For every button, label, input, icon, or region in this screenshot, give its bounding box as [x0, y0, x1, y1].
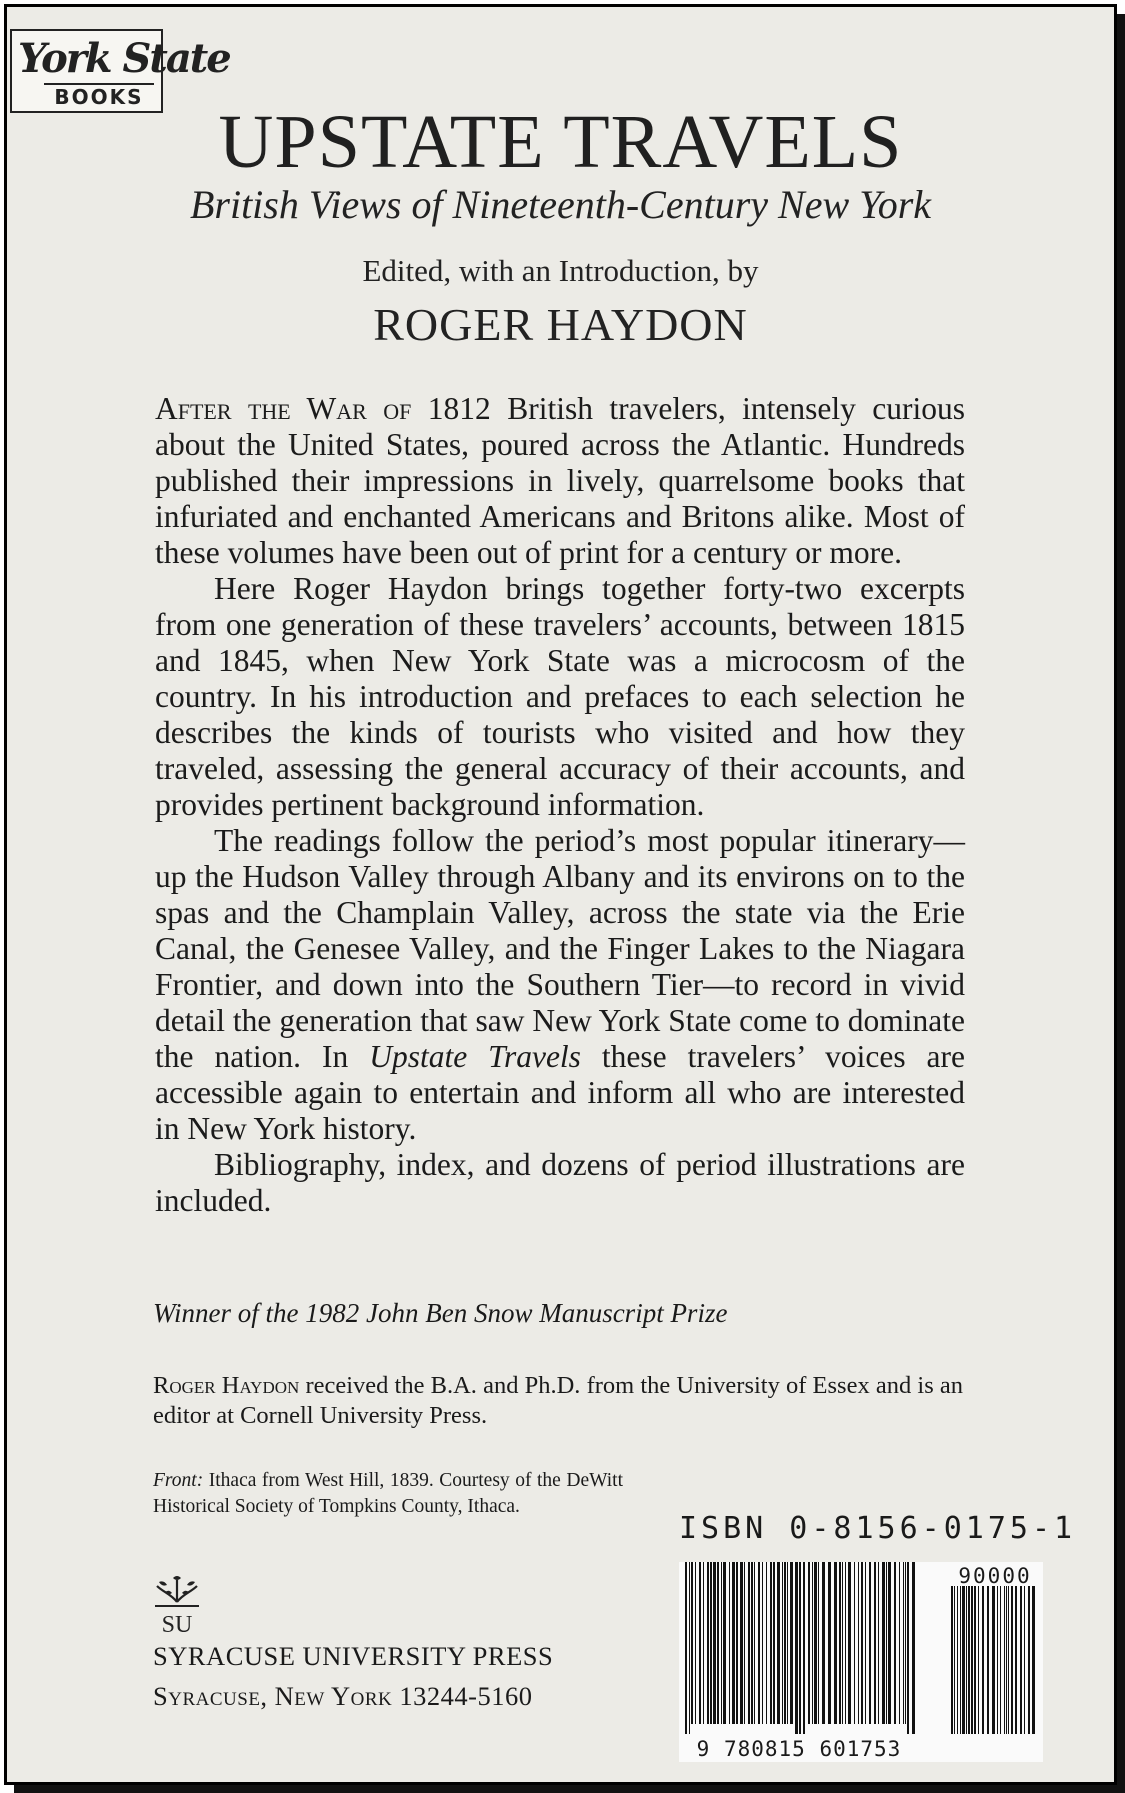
barcode-bar [773, 1562, 775, 1724]
barcode-bar [732, 1562, 735, 1724]
blurb-p1-text: 1812 British travelers, intensely curious about the United States, poured across the Atlantic. Hundreds published their impressions in lively, quarrelsome books that infuriated and enchanted Americans and Britons alike. Most of these volumes have been out of print for a century or more. [155, 391, 965, 570]
barcode-bar [782, 1562, 783, 1724]
barcode-bar [966, 1586, 967, 1734]
barcode-bar [848, 1562, 851, 1724]
barcode-bar [951, 1586, 953, 1734]
barcode-bar [1011, 1586, 1013, 1734]
barcode-bar [766, 1562, 767, 1724]
barcode-bar [982, 1586, 984, 1734]
barcode-bar [839, 1562, 841, 1724]
barcode-bars [679, 1562, 1043, 1736]
barcode-bar [1032, 1586, 1035, 1734]
barcode-bar [795, 1562, 798, 1734]
barcode-bar [799, 1562, 801, 1734]
editor-name: ROGER HAYDON [373, 299, 748, 350]
prize-line: Winner of the 1982 John Ben Snow Manuscript Prize [153, 1298, 728, 1328]
barcode-bar [762, 1562, 763, 1724]
barcode-bar [894, 1562, 896, 1724]
barcode-bar [787, 1562, 788, 1724]
book-title: UPSTATE TRAVELS [218, 100, 903, 184]
blurb-paragraph-3 [155, 823, 965, 1147]
barcode-bar [869, 1562, 871, 1724]
blurb-p3-italic-title: Upstate Travels [369, 1039, 581, 1074]
publisher-city: Syracuse, New York 13244-5160 [153, 1681, 533, 1711]
barcode-bar [736, 1562, 738, 1724]
barcode [679, 1562, 1043, 1762]
barcode-bar [954, 1586, 955, 1734]
barcode-digits: 9 780815 601753 [696, 1737, 902, 1761]
barcode-bar [729, 1562, 730, 1724]
blurb-paragraph-1 [155, 391, 965, 571]
blurb-paragraph-4: Bibliography, index, and dozens of period illustrations are included. [155, 1147, 965, 1218]
barcode-addon-digits: 90000 [958, 1564, 1032, 1588]
barcode-bar [803, 1562, 805, 1734]
description-blurb [155, 391, 965, 1219]
barcode-bar [899, 1562, 900, 1724]
barcode-bar [861, 1562, 863, 1724]
barcode-bar [754, 1562, 755, 1724]
barcode-bar [886, 1562, 887, 1724]
barcode-bar [812, 1562, 813, 1724]
barcode-bar [744, 1562, 745, 1724]
barcode-bar [960, 1586, 961, 1734]
barcode-bar [1020, 1586, 1022, 1734]
barcode-bar [777, 1562, 780, 1724]
barcode-bar [957, 1586, 958, 1734]
blurb-paragraph-2: Here Roger Haydon brings together forty-two excerpts from one generation of these travelers’ accounts, between 1815 and 1845, when New York State was a microcosm of the country. In his introduction and prefaces to each selection he describes the kinds of tourists who visited and how they traveled, assessing the general accuracy of their accounts, and provides pertinent background information. [155, 571, 965, 822]
publisher-name: SYRACUSE UNIVERSITY PRESS [153, 1641, 554, 1671]
barcode-bar [905, 1562, 906, 1724]
book-subtitle: British Views of Nineteenth-Century New York [189, 182, 932, 227]
barcode-bar [740, 1562, 743, 1724]
barcode-bar [992, 1586, 995, 1734]
barcode-bar [1008, 1586, 1009, 1734]
barcode-bar [878, 1562, 879, 1724]
barcode-bar [748, 1562, 750, 1724]
barcode-bar [721, 1562, 722, 1724]
emblem-letters: SU [161, 1612, 193, 1638]
barcode-bar [907, 1562, 909, 1734]
barcode-bar [978, 1586, 979, 1734]
barcode-bar [770, 1562, 772, 1724]
barcode-bar [713, 1562, 716, 1724]
barcode-bar [818, 1562, 819, 1724]
barcode-bar [1000, 1586, 1001, 1734]
barcode-bar [865, 1562, 866, 1724]
author-bio [153, 1371, 963, 1431]
barcode-bar [1015, 1586, 1017, 1734]
barcode-bar [1028, 1586, 1030, 1734]
barcode-bar [1024, 1586, 1025, 1734]
blurb-p3-text-after: these travelers’ voices are accessible again to entertain and inform all who are interested in New York history. [155, 1039, 965, 1146]
barcode-bar [858, 1562, 859, 1724]
barcode-bar [1006, 1586, 1007, 1734]
cover-caption-text: Ithaca from West Hill, 1839. Courtesy of the DeWitt Historical Society of Tompkins County, Ithaca. [153, 1470, 623, 1517]
barcode-bar [997, 1586, 998, 1734]
barcode-bar [962, 1586, 965, 1734]
barcode-bar [1004, 1586, 1005, 1734]
barcode-bar [784, 1562, 786, 1724]
barcode-bar [987, 1586, 989, 1734]
barcode-bar [882, 1562, 885, 1724]
barcode-bar [874, 1562, 876, 1724]
logo-books-text: BOOKS [44, 83, 154, 109]
barcode-bar [790, 1562, 793, 1724]
barcode-bar [828, 1562, 831, 1724]
barcode-bar [903, 1562, 904, 1724]
cover-caption-label: Front: [153, 1470, 204, 1491]
edited-by-line: Edited, with an Introduction, by [362, 253, 759, 288]
isbn-number: ISBN 0-8156-0175-1 [679, 1511, 1077, 1546]
barcode-bar [814, 1562, 817, 1724]
barcode-bar [822, 1562, 825, 1724]
barcode-bar [845, 1562, 846, 1724]
barcode-bar [842, 1562, 843, 1724]
barcode-bar [912, 1562, 915, 1734]
author-bio-name: Roger Haydon [153, 1372, 300, 1399]
barcode-bar [974, 1586, 976, 1734]
blurb-p3-text-before: The readings follow the period’s most popular itinerary—up the Hudson Valley through Albany and its environs on to the spas and the Champlain Valley, across the state via the Erie Canal, the Genesee Valley, and the Finger Lakes to the Niagara Frontier, and down into the Southern Tier—to record in vivid detail the generation that saw New York State come to dominate the nation. In [155, 823, 965, 1074]
syracuse-press-emblem-icon [151, 1572, 203, 1636]
blurb-opening-smallcaps: After the War of [155, 391, 412, 426]
barcode-bar [971, 1586, 973, 1734]
barcode-bar [968, 1586, 970, 1734]
book-back-cover [4, 4, 1117, 1785]
logo-script-text: York State [18, 35, 230, 82]
barcode-bar [751, 1562, 753, 1724]
barcode-bar [758, 1562, 760, 1724]
barcode-bar [888, 1562, 891, 1724]
author-bio-text: received the B.A. and Ph.D. from the University of Essex and is an editor at Cornell University Press. [153, 1372, 964, 1429]
barcode-bar [717, 1562, 719, 1724]
barcode-bar [854, 1562, 855, 1724]
barcode-bar [723, 1562, 726, 1724]
cover-caption [153, 1468, 623, 1520]
barcode-bar [834, 1562, 837, 1724]
barcode-bar [808, 1562, 810, 1724]
